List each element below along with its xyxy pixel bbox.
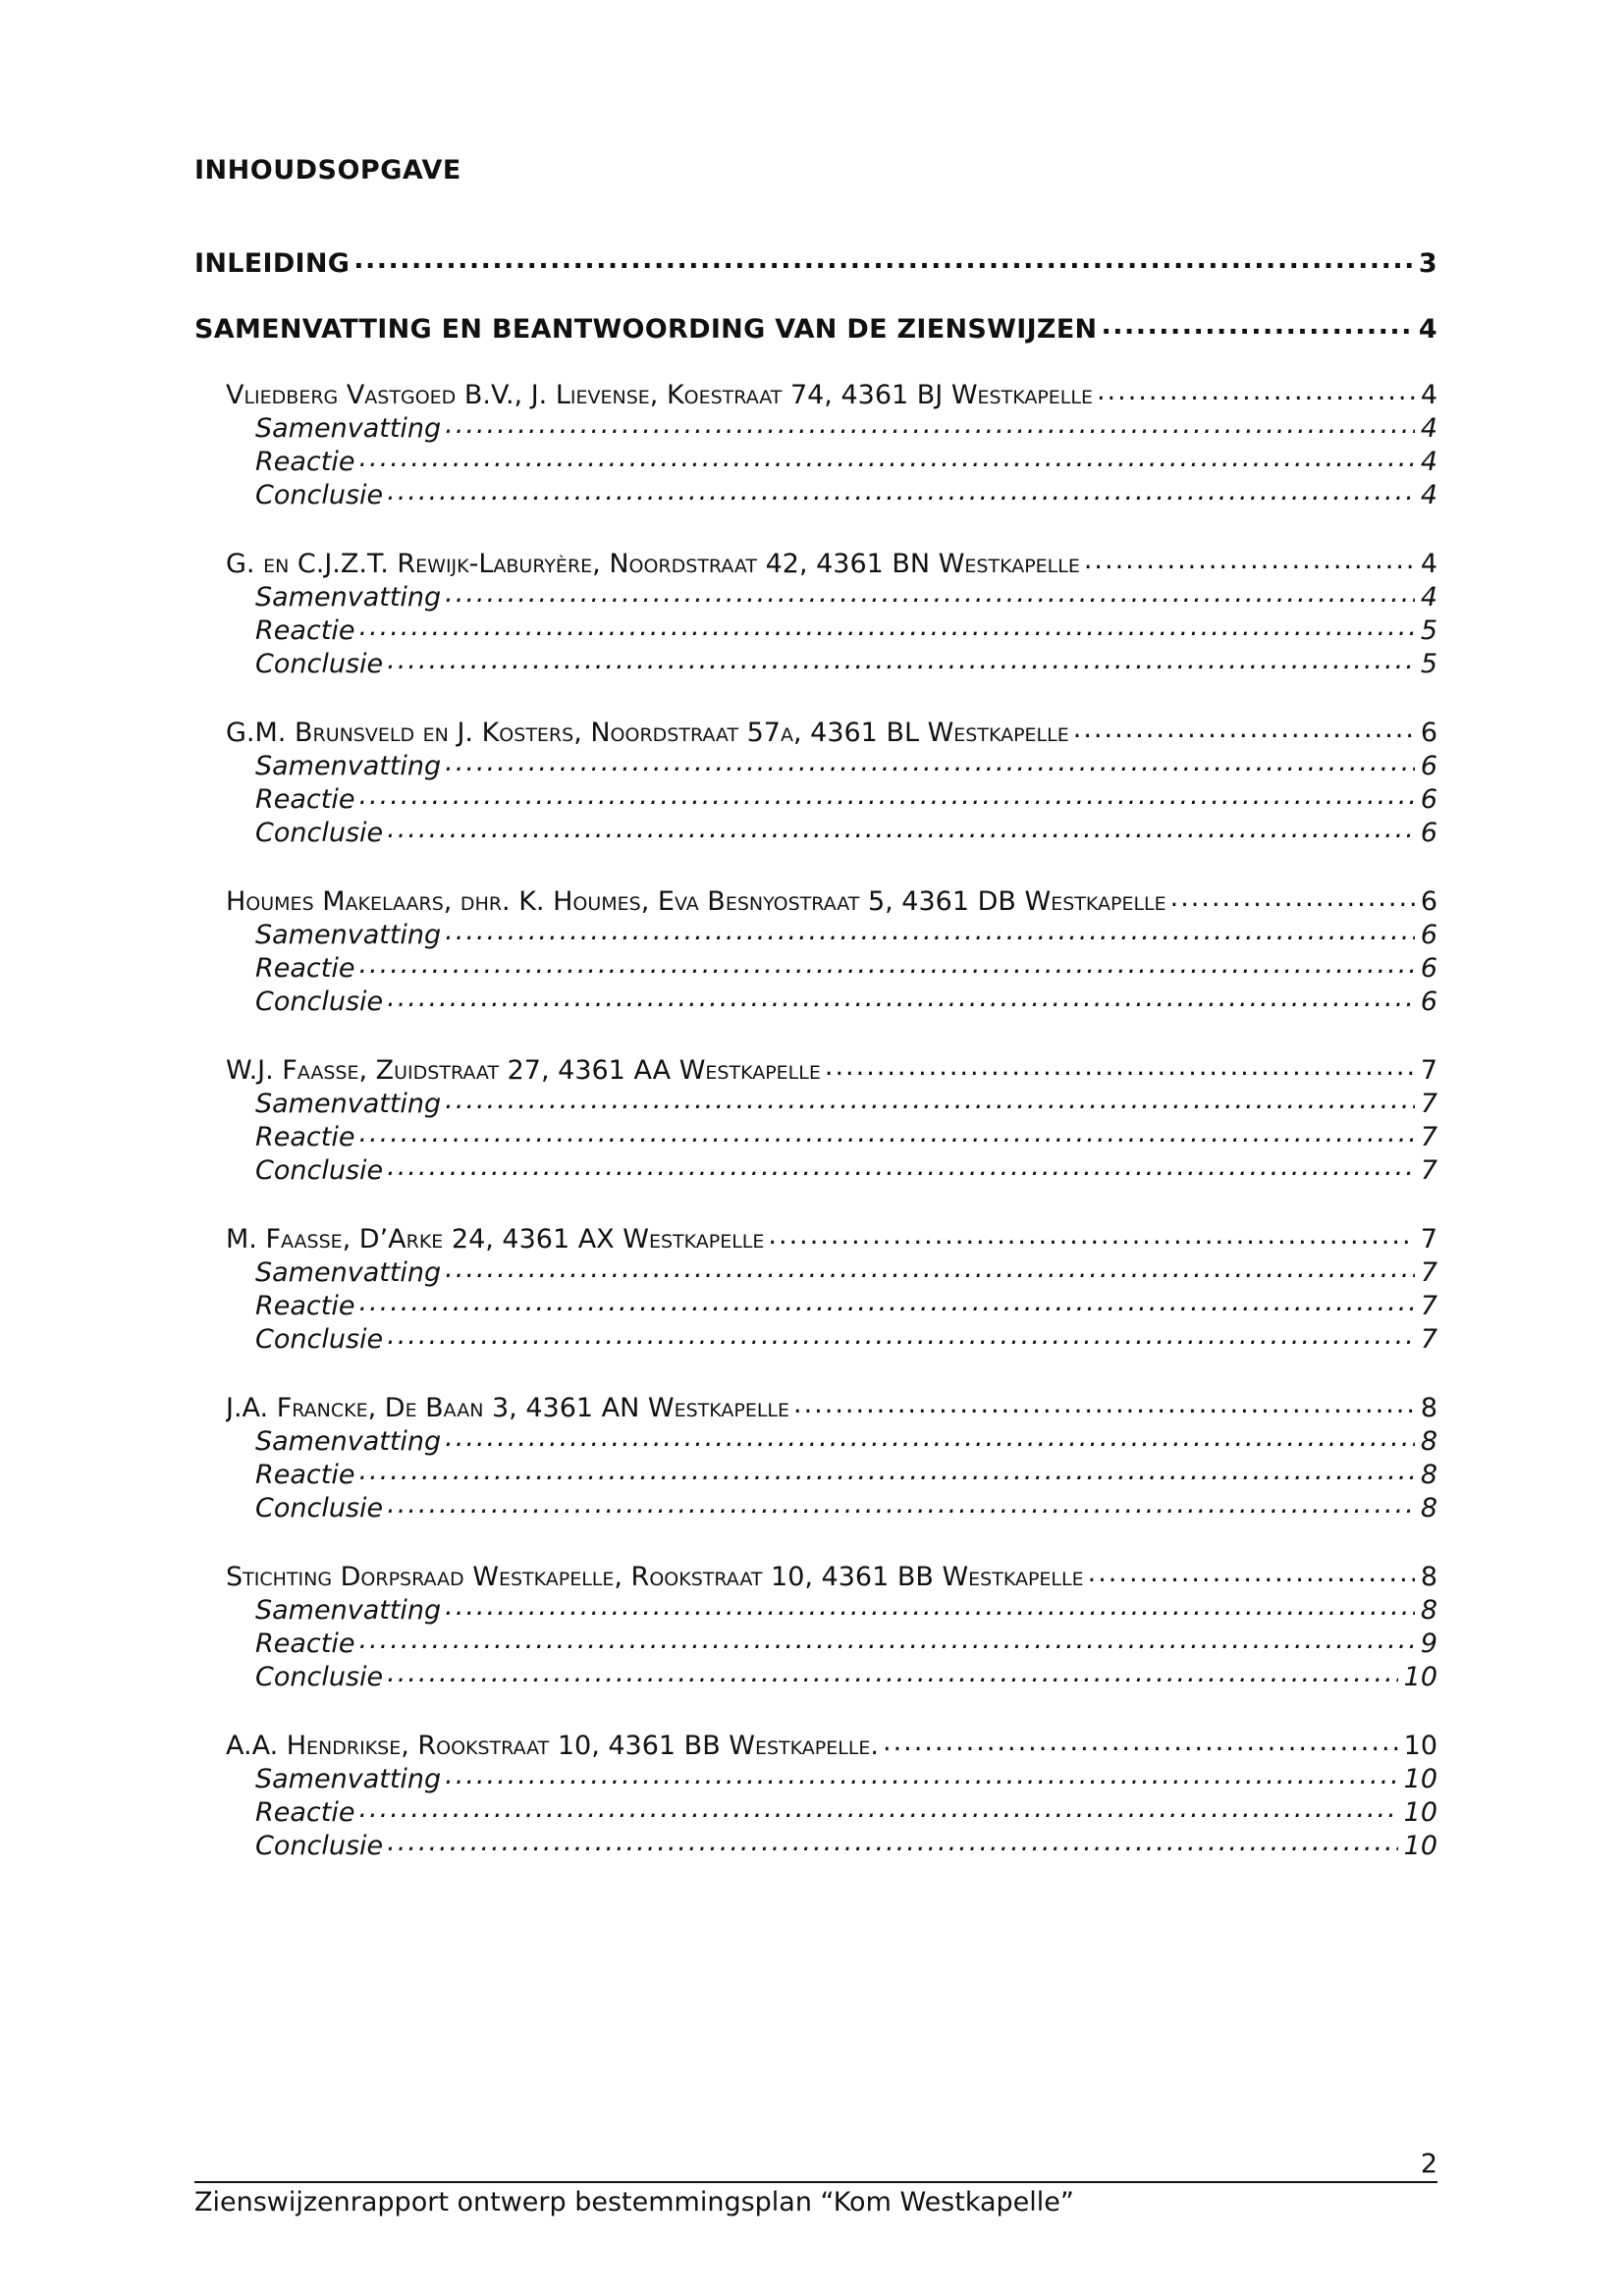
toc-dot-leader — [445, 917, 1415, 943]
toc-subsection-entry[interactable] — [255, 1761, 1437, 1794]
toc-entry-page-number: 7 — [1420, 1324, 1437, 1355]
toc-dot-leader — [445, 748, 1415, 774]
toc-entry-page-number: 4 — [1420, 380, 1437, 410]
toc-entry-label: Reactie — [255, 615, 355, 646]
toc-entry-label: Conclusie — [255, 1662, 384, 1692]
toc-entry-page-number: 7 — [1420, 1055, 1437, 1086]
toc-entry-label: Samenvatting — [255, 1257, 442, 1288]
toc-section-entry[interactable] — [226, 1390, 1437, 1423]
toc-entry-label: Reactie — [255, 1797, 355, 1828]
toc-subsection-entry[interactable] — [255, 1423, 1437, 1457]
toc-dot-leader — [387, 1152, 1415, 1179]
toc-subsection-entry[interactable] — [255, 1794, 1437, 1828]
toc-dot-leader — [387, 1490, 1415, 1517]
toc-entry-label: Reactie — [255, 1460, 355, 1490]
toc-subsection-entry[interactable] — [255, 1086, 1437, 1119]
toc-entry-page-number: 10 — [1403, 1831, 1437, 1861]
toc-dot-leader — [445, 1761, 1397, 1788]
toc-dot-leader — [387, 646, 1415, 672]
toc-entry-label: Samenvatting — [255, 1764, 442, 1794]
toc-entry-page-number: 7 — [1420, 1291, 1437, 1321]
toc-entry-page-number: 10 — [1403, 1764, 1437, 1794]
toc-subsection-entry[interactable] — [255, 1255, 1437, 1288]
toc-entry-label: W.J. Faasse, Zuidstraat 27, 4361 AA Westkapelle — [226, 1055, 821, 1086]
toc-entry-label: M. Faasse, D’Arke 24, 4361 AX Westkapelle — [226, 1224, 765, 1255]
toc-dot-leader — [358, 613, 1414, 639]
toc-entry-page-number: 7 — [1420, 1224, 1437, 1255]
toc-dot-leader — [1101, 311, 1412, 338]
toc-dot-leader — [793, 1390, 1415, 1416]
toc-entry-label: Samenvatting — [255, 920, 442, 950]
toc-section-entry[interactable] — [226, 1559, 1437, 1592]
toc-dot-leader — [445, 1255, 1415, 1281]
toc-dot-leader — [1084, 546, 1415, 572]
toc-entry-label: SAMENVATTING EN BEANTWOORDING VAN DE ZIENSWIJZEN — [194, 314, 1098, 345]
toc-section-entry[interactable] — [226, 1728, 1437, 1761]
toc-entry-page-number: 6 — [1420, 784, 1437, 815]
toc-entry-label: Reactie — [255, 1291, 355, 1321]
toc-entry-label: Conclusie — [255, 1324, 384, 1355]
toc-dot-leader — [1170, 883, 1415, 910]
toc-entry-page-number: 6 — [1420, 818, 1437, 848]
toc-entry-page-number: 10 — [1403, 1797, 1437, 1828]
toc-entry-page-number: 7 — [1420, 1257, 1437, 1288]
toc-dot-leader — [445, 1592, 1415, 1619]
toc-entry-page-number: 4 — [1420, 549, 1437, 579]
toc-dot-leader — [358, 1794, 1397, 1821]
toc-dot-leader — [883, 1728, 1398, 1754]
toc-entry-label: INLEIDING — [194, 248, 351, 279]
toc-entry-page-number: 9 — [1420, 1629, 1437, 1659]
toc-entry-page-number: 6 — [1420, 718, 1437, 748]
toc-entry-page-number: 8 — [1420, 1460, 1437, 1490]
toc-entry-page-number: 10 — [1403, 1662, 1437, 1692]
toc-entry-page-number: 5 — [1420, 649, 1437, 679]
toc-entry-page-number: 8 — [1420, 1493, 1437, 1523]
toc-entry-label: Samenvatting — [255, 1426, 442, 1457]
toc-entry-page-number: 8 — [1420, 1595, 1437, 1626]
toc-subsection-entry[interactable] — [255, 444, 1437, 477]
toc-entry-label: Conclusie — [255, 818, 384, 848]
toc-subsection-entry[interactable] — [255, 1288, 1437, 1321]
toc-subsection-entry[interactable] — [255, 1152, 1437, 1186]
toc-subsection-entry[interactable] — [255, 1321, 1437, 1355]
toc-entry-page-number: 5 — [1420, 615, 1437, 646]
footer-page-number: 2 — [1420, 2149, 1437, 2179]
toc-entry-label: Reactie — [255, 784, 355, 815]
toc-dot-leader — [387, 984, 1415, 1010]
toc-dot-leader — [358, 1119, 1414, 1146]
toc-dot-leader — [358, 1626, 1414, 1652]
toc-dot-leader — [387, 815, 1415, 841]
toc-entry-label: Conclusie — [255, 649, 384, 679]
toc-subsection-entry[interactable] — [255, 579, 1437, 613]
toc-entry-label: A.A. Hendrikse, Rookstraat 10, 4361 BB Westkapelle. — [226, 1731, 880, 1761]
toc-section-entry[interactable] — [226, 1221, 1437, 1255]
toc-dot-leader — [358, 444, 1414, 470]
toc-subsection-entry[interactable] — [255, 613, 1437, 646]
toc-entry-page-number: 4 — [1420, 480, 1437, 510]
toc-subsection-entry[interactable] — [255, 984, 1437, 1017]
toc-entry-label: Conclusie — [255, 1493, 384, 1523]
toc-entry-label: Reactie — [255, 1629, 355, 1659]
toc-subsection-entry[interactable] — [255, 1659, 1437, 1692]
toc-entry-page-number: 4 — [1418, 314, 1437, 345]
toc-dot-leader — [358, 1288, 1414, 1314]
toc-entry-page-number: 6 — [1420, 987, 1437, 1017]
toc-entry-label: Reactie — [255, 447, 355, 477]
toc-entry-label: G.M. Brunsveld en J. Kosters, Noordstraat 57a, 4361 BL Westkapelle — [226, 718, 1069, 748]
toc-subsection-entry[interactable] — [255, 781, 1437, 815]
toc-dot-leader — [353, 245, 1413, 272]
toc-dot-leader — [1073, 715, 1415, 741]
toc-entry-page-number: 8 — [1420, 1426, 1437, 1457]
toc-entry-label: Samenvatting — [255, 582, 442, 613]
toc-entry-label: Reactie — [255, 1122, 355, 1152]
toc-entry-page-number: 6 — [1420, 953, 1437, 984]
toc-subsection-entry[interactable] — [255, 950, 1437, 984]
toc-entry-page-number: 7 — [1420, 1155, 1437, 1186]
toc-entry-label: Houmes Makelaars, dhr. K. Houmes, Eva Besnyostraat 5, 4361 DB Westkapelle — [226, 886, 1166, 917]
toc-section-entry[interactable] — [226, 715, 1437, 748]
toc-entry-page-number: 10 — [1403, 1731, 1437, 1761]
toc-dot-leader — [358, 950, 1414, 977]
toc-entry-page-number: 4 — [1420, 413, 1437, 444]
toc-dot-leader — [445, 410, 1415, 437]
toc-entry-label: G. en C.J.Z.T. Rewijk-Laburyère, Noordstraat 42, 4361 BN Westkapelle — [226, 549, 1080, 579]
toc-entry-page-number: 8 — [1420, 1562, 1437, 1592]
toc-entry-label: Conclusie — [255, 480, 384, 510]
toc-entry-page-number: 7 — [1420, 1089, 1437, 1119]
toc-entry-page-number: 8 — [1420, 1393, 1437, 1423]
toc-chapter-entry[interactable] — [194, 245, 1437, 279]
toc-subsection-entry[interactable] — [255, 1592, 1437, 1626]
toc-dot-leader — [387, 477, 1415, 504]
toc-heading: INHOUDSOPGAVE — [194, 155, 461, 186]
toc-dot-leader — [358, 781, 1414, 808]
footer-divider — [194, 2181, 1437, 2183]
toc-entry-label: J.A. Francke, De Baan 3, 4361 AN Westkapelle — [226, 1393, 790, 1423]
toc-section-entry[interactable] — [226, 546, 1437, 579]
toc-entry-page-number: 4 — [1420, 447, 1437, 477]
toc-subsection-entry[interactable] — [255, 477, 1437, 510]
toc-section-entry[interactable] — [226, 377, 1437, 410]
toc-entry-label: Samenvatting — [255, 413, 442, 444]
toc-entry-label: Samenvatting — [255, 1595, 442, 1626]
toc-subsection-entry[interactable] — [255, 1457, 1437, 1490]
toc-section-entry[interactable] — [226, 1052, 1437, 1086]
toc-dot-leader — [445, 579, 1415, 606]
toc-subsection-entry[interactable] — [255, 748, 1437, 781]
toc-subsection-entry[interactable] — [255, 410, 1437, 444]
toc-dot-leader — [358, 1457, 1414, 1483]
toc-dot-leader — [387, 1321, 1415, 1348]
toc-entry-page-number: 6 — [1420, 751, 1437, 781]
toc-dot-leader — [445, 1086, 1415, 1112]
toc-entry-label: Samenvatting — [255, 751, 442, 781]
toc-entry-page-number: 6 — [1420, 886, 1437, 917]
toc-dot-leader — [445, 1423, 1415, 1450]
toc-subsection-entry[interactable] — [255, 1119, 1437, 1152]
toc-dot-leader — [387, 1828, 1398, 1854]
toc-subsection-entry[interactable] — [255, 1626, 1437, 1659]
toc-entry-label: Stichting Dorpsraad Westkapelle, Rookstraat 10, 4361 BB Westkapelle — [226, 1562, 1084, 1592]
toc-entry-page-number: 3 — [1418, 248, 1437, 279]
toc-subsection-entry[interactable] — [255, 646, 1437, 679]
toc-subsection-entry[interactable] — [255, 1828, 1437, 1861]
toc-entry-label: Reactie — [255, 953, 355, 984]
footer-title: Zienswijzenrapport ontwerp bestemmingsplan “Kom Westkapelle” — [194, 2187, 1074, 2217]
toc-subsection-entry[interactable] — [255, 917, 1437, 950]
toc-chapter-entry[interactable] — [194, 311, 1437, 345]
toc-subsection-entry[interactable] — [255, 1490, 1437, 1523]
toc-dot-leader — [1088, 1559, 1415, 1585]
toc-entry-page-number: 4 — [1420, 582, 1437, 613]
toc-entry-label: Conclusie — [255, 1831, 384, 1861]
toc-dot-leader — [825, 1052, 1415, 1079]
toc-entry-label: Vliedberg Vastgoed B.V., J. Lievense, Koestraat 74, 4361 BJ Westkapelle — [226, 380, 1093, 410]
toc-dot-leader — [768, 1221, 1414, 1248]
toc-subsection-entry[interactable] — [255, 815, 1437, 848]
toc-entry-page-number: 6 — [1420, 920, 1437, 950]
toc-dot-leader — [1097, 377, 1415, 403]
toc-entry-label: Conclusie — [255, 1155, 384, 1186]
toc-entry-page-number: 7 — [1420, 1122, 1437, 1152]
toc-dot-leader — [387, 1659, 1398, 1685]
toc-entry-label: Samenvatting — [255, 1089, 442, 1119]
toc-section-entry[interactable] — [226, 883, 1437, 917]
toc-entry-label: Conclusie — [255, 987, 384, 1017]
